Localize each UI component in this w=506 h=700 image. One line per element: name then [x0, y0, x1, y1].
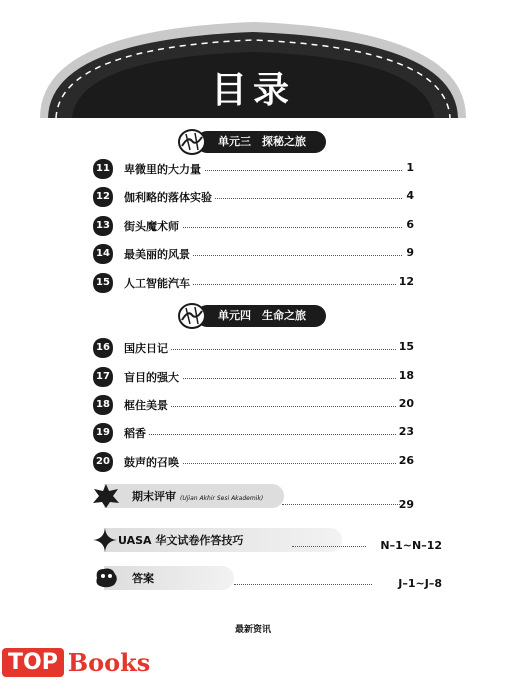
unit-banner-4	[178, 302, 323, 329]
page-number: 12	[396, 275, 414, 288]
topbooks-logo	[2, 648, 150, 688]
number-badge: 17	[92, 366, 114, 388]
toc-entry[interactable]	[92, 366, 414, 388]
toc-entry-final-exam[interactable]	[92, 483, 414, 509]
toc-entry[interactable]	[92, 422, 414, 444]
entry-title: 伽利略的落体实验	[124, 189, 215, 205]
entry-title: 街头魔术师	[124, 218, 182, 234]
page-number: 18	[396, 369, 414, 382]
number-badge: 20	[92, 451, 114, 473]
page-number: 4	[403, 189, 414, 202]
page-number: 15	[396, 340, 414, 353]
toc-entry[interactable]	[92, 272, 414, 294]
entry-title: UASA 华文试卷作答技巧	[118, 534, 244, 547]
entry-title: 卑微里的大力量	[124, 161, 204, 177]
toc-entry[interactable]	[92, 394, 414, 416]
page-number: J–1~J–8	[398, 577, 442, 590]
dot-leader	[282, 504, 400, 505]
page-number: 6	[403, 218, 414, 231]
page-title: 目录	[210, 70, 295, 111]
number-badge: 18	[92, 394, 114, 416]
page-number: 1	[403, 161, 414, 174]
entry-title: 答案	[132, 572, 154, 585]
unit-banner-3	[178, 128, 323, 155]
highlight-band	[104, 566, 234, 590]
footer-text: 最新资讯	[234, 625, 271, 635]
dot-leader	[234, 584, 372, 585]
face-icon	[92, 565, 120, 591]
sparkle-icon	[92, 527, 118, 553]
toc-entry[interactable]	[92, 215, 414, 237]
toc-entry[interactable]	[92, 243, 414, 265]
entry-title: 盲目的强大	[124, 369, 182, 385]
logo-books: Books	[67, 648, 151, 677]
dot-leader	[124, 434, 402, 435]
entry-title: 国庆日记	[124, 340, 171, 356]
entry-title: 框住美景	[124, 397, 171, 413]
entry-title: 期末评审 (Ujian Akhir Sesi Akademik)	[132, 490, 264, 503]
toc-entry-answers[interactable]	[92, 565, 442, 591]
toc-entry[interactable]	[92, 158, 414, 180]
toc-entry[interactable]	[92, 337, 414, 359]
page-number: 23	[396, 425, 414, 438]
map-icon	[178, 302, 206, 329]
number-badge: 14	[92, 243, 114, 265]
entry-title: 最美丽的风景	[124, 246, 193, 262]
number-badge: 13	[92, 215, 114, 237]
dot-leader	[292, 546, 366, 547]
number-badge: 15	[92, 272, 114, 294]
unit-label: 单元四 生命之旅	[196, 305, 326, 327]
toc-entry[interactable]	[92, 451, 414, 473]
toc-entry-uasa-tips[interactable]	[92, 527, 442, 553]
page-number: 20	[396, 397, 414, 410]
page-number: N–1~N–12	[380, 539, 442, 552]
page-number: 29	[398, 498, 414, 511]
number-badge: 11	[92, 158, 114, 180]
entry-title: 鼓声的召唤	[124, 454, 182, 470]
number-badge: 16	[92, 337, 114, 359]
toc-entry[interactable]	[92, 186, 414, 208]
entry-title: 人工智能汽车	[124, 275, 193, 291]
map-icon	[178, 128, 206, 155]
entry-title: 稻香	[124, 425, 149, 441]
star-burst-icon	[92, 483, 120, 509]
number-badge: 19	[92, 422, 114, 444]
logo-top: TOP	[2, 648, 64, 677]
page-number: 9	[403, 246, 414, 259]
page-number: 26	[396, 454, 414, 467]
unit-label: 单元三 探秘之旅	[196, 131, 326, 153]
number-badge: 12	[92, 186, 114, 208]
